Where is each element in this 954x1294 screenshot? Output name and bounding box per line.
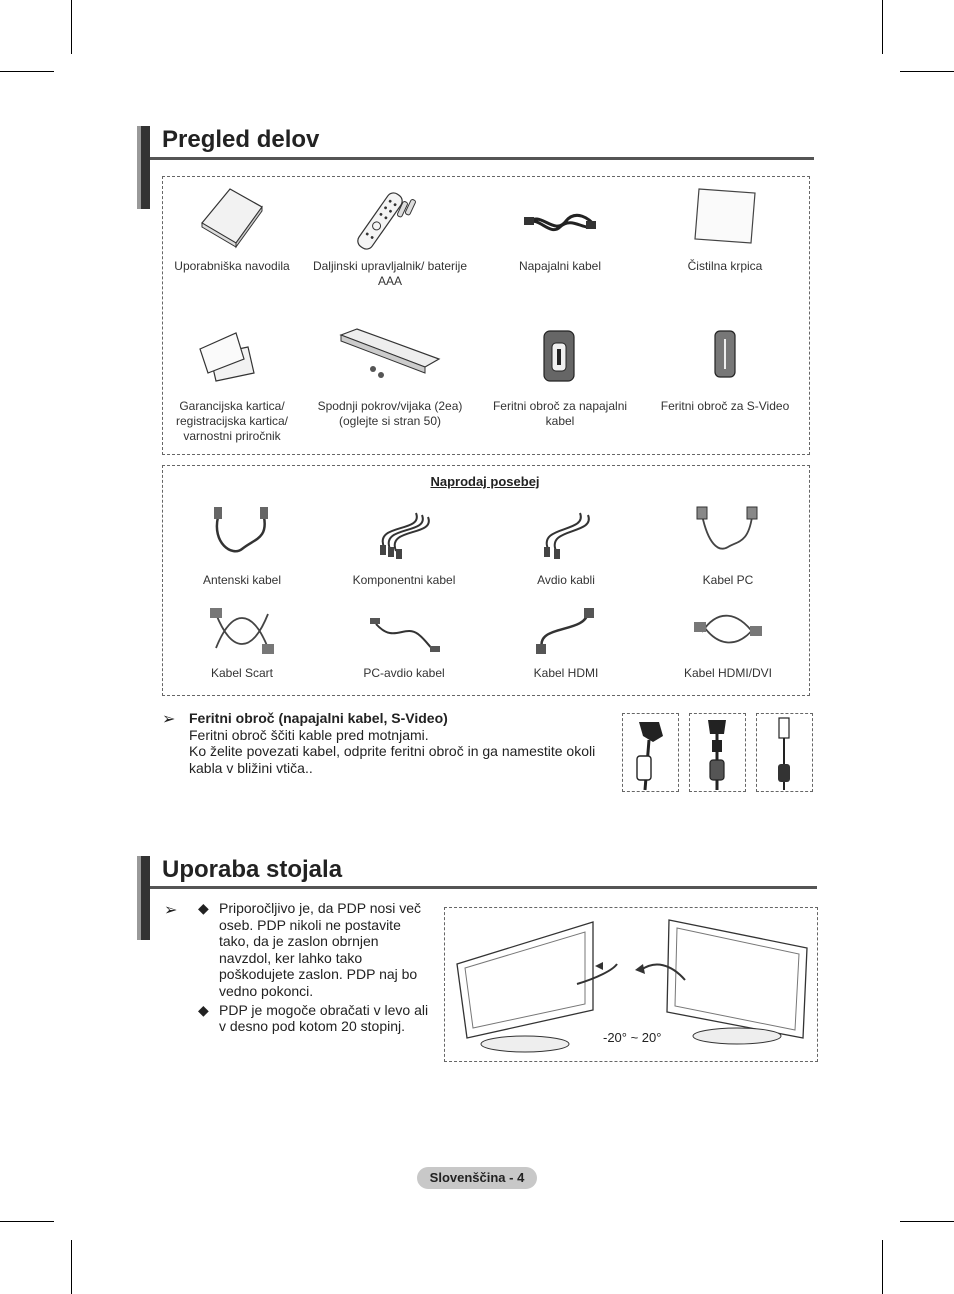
sold-separately-item [162,604,322,681]
included-item [310,185,470,289]
item-label: Komponentni kabel [352,573,456,587]
bullet-text: Priporočljivo je, da PDP nosi več oseb. PDP nikoli ne postavite tako, da je zaslon obrnjen navzdol, ker lahko tako poškodujete zaslon. PDP naj bo vedno pokonci. [219,900,422,999]
hdmi-dvi-cable-icon [688,604,768,658]
included-item [480,325,640,429]
item-label: Kabel PC [702,573,754,587]
item-label: Kabel Scart [210,666,274,680]
crop-mark [882,1240,883,1294]
included-item [152,325,312,444]
item-label: Napajalni kabel [518,259,602,273]
item-label: PC-avdio kabel [363,666,445,680]
item-label: Feritni obroč za S-Video [660,399,790,413]
power-cord-icon [520,185,600,251]
antenna-cable-icon [202,503,282,565]
note-heading: Feritni obroč (napajalni kabel, S-Video) [189,710,448,726]
sold-separately-item [324,503,484,588]
item-label: Kabel HDMI [533,666,599,680]
sold-separately-item [648,604,808,681]
sold-separately-item [486,604,646,681]
sold-separately-item [486,503,646,588]
section-rule [150,157,814,160]
item-label: Čistilna krpica [687,259,763,273]
included-item [645,325,805,414]
crop-mark [0,71,54,72]
crop-mark [900,1221,954,1222]
pc-audio-cable-icon [364,604,444,658]
ferrite-core-power-icon [520,325,600,391]
item-label: Feritni obroč za napajalni kabel [492,399,628,428]
rotation-illustration-box [444,907,818,1062]
pointer-arrow-icon: ➢ [164,902,178,919]
item-label: Avdio kabli [537,573,595,587]
ferrite-plug-icon [690,714,745,791]
component-cable-icon [364,503,444,565]
angle-label: -20° ~ 20° [603,1030,662,1045]
cleaning-cloth-icon [685,185,765,251]
ferrite-photo-1 [622,713,679,792]
section-title-pregled: Pregled delov [162,126,320,153]
bottom-cover-icon [335,325,445,391]
item-label: Spodnji pokrov/vijaka (2ea) (oglejte si stran 50) [317,399,463,428]
section-title-stojalo: Uporaba stojala [162,856,343,883]
sold-separately-title: Naprodaj posebej [430,474,540,489]
item-label: Antenski kabel [202,573,282,587]
crop-mark [0,1221,54,1222]
ferrite-core-svideo-icon [685,325,765,391]
ferrite-note [189,710,609,776]
section-rule [150,886,817,889]
page-number-badge: Slovenščina - 4 [417,1167,537,1189]
included-item [480,185,640,274]
bullet-text: PDP je mogoče obračati v levo ali v desno pod kotom 20 stopinj. [219,1001,429,1035]
sold-separately-item [648,503,808,588]
item-label: Uporabniška navodila [174,259,290,273]
ferrite-photo-2 [689,713,746,792]
pointer-arrow-icon: ➢ [162,711,176,728]
hdmi-cable-icon [526,604,606,658]
crop-mark [882,0,883,54]
included-item [645,185,805,274]
ferrite-photo-3 [756,713,813,792]
note-line-2: Ko želite povezati kabel, odprite feritni obroč in ga namestite okoli kabla v bližini vtiča.. [189,743,596,776]
ferrite-plug-icon [623,714,678,791]
audio-cable-icon [526,503,606,565]
warranty-card-icon [192,325,272,391]
scart-cable-icon [202,604,282,658]
ferrite-plug-icon [757,714,812,791]
crop-mark [900,71,954,72]
pc-cable-icon [688,503,768,565]
crop-mark [71,0,72,54]
sold-separately-item [324,604,484,681]
manual-icon [192,185,272,251]
section-marker-bar [137,856,150,940]
sold-separately-item [162,503,322,588]
stand-bullets [198,900,433,1037]
included-item [152,185,312,274]
bullet-item [198,900,433,1000]
bullet-item [198,1002,433,1035]
remote-control-icon [350,185,430,251]
crop-mark [71,1240,72,1294]
item-label: Kabel HDMI/DVI [683,666,773,680]
note-line-1: Feritni obroč ščiti kable pred motnjami. [189,726,429,743]
item-label: Garancijska kartica/ registracijska kartica/ varnostni priročnik [175,399,289,443]
section-marker-bar [137,126,150,209]
diamond-bullet-icon: ◆ [198,900,209,916]
item-label: Daljinski upravljalnik/ baterije AAA [312,259,468,288]
diamond-bullet-icon: ◆ [198,1001,209,1018]
included-item [310,325,470,429]
